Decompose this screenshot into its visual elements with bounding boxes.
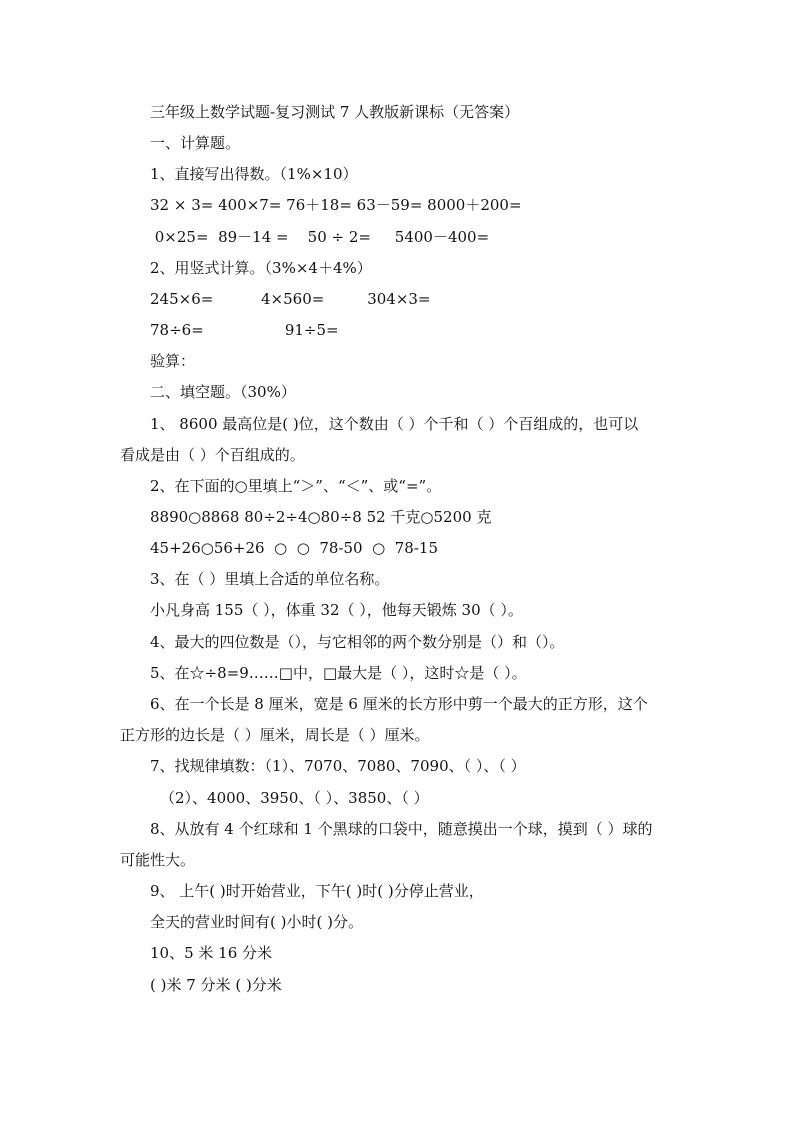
question-2-1-line-1: 1、 8600 最高位是( )位，这个数由（ ）个千和（ ）个百组成的，也可以: [150, 415, 639, 433]
question-2-2-line-3: 45+26○56+26 ○ ○ 78-50 ○ 78-15: [150, 539, 439, 557]
question-2-2-line-1: 2、在下面的○里填上“＞”、“＜”、或“=”。: [150, 477, 442, 495]
question-2-6-line-1: 6、在一个长是 8 厘米，宽是 6 厘米的长方形中剪一个最大的正方形，这个: [150, 695, 648, 713]
question-2-3-line-1: 3、在（ ）里填上合适的单位名称。: [150, 570, 390, 588]
question-1-1-row-1: 32 × 3= 400×7= 76＋18= 63－59= 8000＋200=: [150, 196, 522, 214]
check-label: 验算：: [150, 352, 196, 370]
question-2-10-line-1: 10、5 米 16 分米: [150, 944, 273, 962]
question-2-10-line-2: ( )米 7 分米 ( )分米: [150, 976, 282, 994]
question-2-7-line-1: 7、找规律填数：（1）、7070、7080、7090、（ ）、（ ）: [150, 757, 526, 775]
question-1-2-row-1: 245×6= 4×560= 304×3=: [150, 290, 431, 308]
question-2-8-line-2: 可能性大。: [120, 851, 196, 869]
section-1-heading: 一、计算题。: [150, 134, 241, 152]
question-2-2-line-2: 8890○8868 80÷2÷4○80÷8 52 千克○5200 克: [150, 508, 492, 526]
question-2-6-line-2: 正方形的边长是（ ）厘米，周长是（ ）厘米。: [120, 726, 430, 744]
question-1-1-row-2: 0×25= 89－14 = 50 ÷ 2= 5400－400=: [150, 228, 490, 246]
question-2-1-line-2: 看成是由（ ）个百组成的。: [120, 446, 305, 464]
section-2-heading: 二、填空题。（30%）: [150, 383, 296, 401]
question-1-1-heading: 1、直接写出得数。（1%×10）: [150, 165, 358, 183]
question-2-9-line-2: 全天的营业时间有( )小时( )分。: [150, 913, 363, 931]
question-2-7-line-2: （2）、4000、3950、（ ）、3850、（ ）: [160, 789, 429, 807]
question-2-8-line-1: 8、从放有 4 个红球和 1 个黑球的口袋中，随意摸出一个球，摸到（ ）球的: [150, 820, 653, 838]
document-title: 三年级上数学试题-复习测试 7 人教版新课标（无答案）: [150, 103, 520, 121]
question-1-2-row-2: 78÷6= 91÷5=: [150, 321, 339, 339]
question-2-5: 5、在☆÷8=9……□中，□最大是（ ），这时☆是（ ）。: [150, 664, 527, 682]
question-2-4: 4、最大的四位数是（），与它相邻的两个数分别是（）和（）。: [150, 633, 565, 651]
question-2-9-line-1: 9、 上午( )时开始营业，下午( )时( )分停止营业，: [150, 882, 484, 900]
question-2-3-line-2: 小凡身高 155（ ），体重 32（ ），他每天锻炼 30（ ）。: [150, 601, 523, 619]
question-1-2-heading: 2、用竖式计算。（3%×4＋4%）: [150, 259, 372, 277]
